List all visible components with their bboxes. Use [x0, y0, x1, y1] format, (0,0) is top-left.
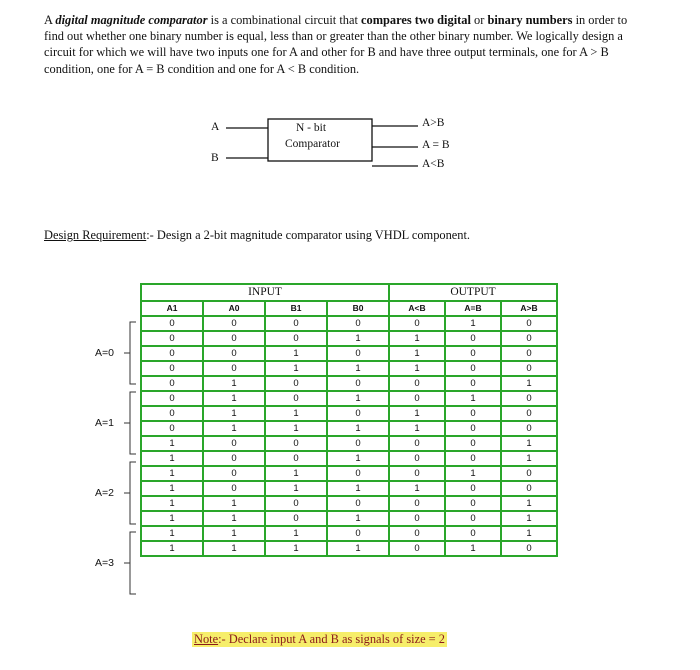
table-cell: 0 — [203, 466, 265, 481]
design-label: Design Requirement — [44, 228, 147, 242]
comparator-diagram — [200, 112, 470, 178]
table-row — [141, 421, 557, 436]
table-cell: 0 — [501, 541, 557, 556]
table-cell: 0 — [501, 316, 557, 331]
table-row — [141, 436, 557, 451]
table-cell: 0 — [445, 436, 501, 451]
table-cell: 1 — [141, 496, 203, 511]
table-cell: 1 — [327, 451, 389, 466]
table-cell: 1 — [141, 451, 203, 466]
truth-table-body — [141, 316, 557, 556]
table-cell: 0 — [445, 331, 501, 346]
table-row — [141, 466, 557, 481]
table-cell: 1 — [203, 541, 265, 556]
table-cell: 0 — [203, 346, 265, 361]
table-cell: 0 — [141, 406, 203, 421]
table-cell: 0 — [327, 346, 389, 361]
table-cell: 0 — [445, 361, 501, 376]
table-cell: 1 — [389, 346, 445, 361]
table-cell: 0 — [141, 346, 203, 361]
table-row — [141, 451, 557, 466]
design-text: :- Design a 2-bit magnitude comparator using VHDL component. — [146, 228, 471, 242]
input-b-label: B — [211, 152, 219, 164]
table-cell: 0 — [389, 391, 445, 406]
table-cell: 1 — [265, 361, 327, 376]
note — [192, 632, 447, 647]
intro-term: digital magnitude comparator — [55, 13, 208, 27]
table-cell: 0 — [265, 436, 327, 451]
table-cell: 0 — [327, 316, 389, 331]
table-cell: 1 — [389, 406, 445, 421]
group-label-a3: A=3 — [95, 557, 114, 569]
table-cell: 0 — [327, 496, 389, 511]
table-cell: 0 — [389, 316, 445, 331]
group-label-a2: A=2 — [95, 487, 114, 499]
table-cell: 0 — [445, 451, 501, 466]
table-cell: 1 — [141, 526, 203, 541]
table-cell: 1 — [203, 406, 265, 421]
table-row — [141, 346, 557, 361]
box-label-line1: N - bit — [296, 122, 327, 134]
table-cell: 1 — [141, 481, 203, 496]
table-cell: 1 — [327, 331, 389, 346]
table-cell: 1 — [327, 481, 389, 496]
table-cell: 1 — [389, 361, 445, 376]
table-cell: 1 — [327, 361, 389, 376]
col-header-aeq: A=B — [445, 301, 501, 316]
intro-text-1: A — [44, 13, 56, 27]
table-cell: 1 — [501, 376, 557, 391]
table-cell: 0 — [265, 316, 327, 331]
table-cell: 1 — [501, 451, 557, 466]
table-row — [141, 361, 557, 376]
table-cell: 1 — [265, 526, 327, 541]
table-cell: 1 — [445, 466, 501, 481]
table-cell: 1 — [501, 496, 557, 511]
col-header-agt: A>B — [501, 301, 557, 316]
truth-table — [140, 283, 558, 557]
table-cell: 1 — [445, 316, 501, 331]
table-cell: 0 — [445, 376, 501, 391]
table-cell: 0 — [265, 391, 327, 406]
table-cell: 0 — [501, 421, 557, 436]
table-cell: 0 — [501, 481, 557, 496]
table-cell: 0 — [501, 466, 557, 481]
table-row — [141, 331, 557, 346]
box-label-line2: Comparator — [285, 138, 340, 150]
group-label-a0: A=0 — [95, 347, 114, 359]
table-cell: 0 — [501, 346, 557, 361]
input-a-label: A — [211, 121, 220, 133]
table-row — [141, 526, 557, 541]
table-cell: 1 — [203, 376, 265, 391]
intro-paragraph — [44, 12, 644, 77]
table-row — [141, 511, 557, 526]
group-label-a1: A=1 — [95, 417, 114, 429]
table-cell: 1 — [501, 436, 557, 451]
table-cell: 0 — [203, 331, 265, 346]
col-header-b1: B1 — [265, 301, 327, 316]
table-row — [141, 481, 557, 496]
table-row — [141, 391, 557, 406]
table-cell: 0 — [203, 481, 265, 496]
table-cell: 0 — [389, 541, 445, 556]
note-label: Note — [194, 632, 219, 646]
intro-text-3: or — [470, 13, 488, 27]
table-cell: 1 — [203, 421, 265, 436]
table-cell: 0 — [203, 316, 265, 331]
table-cell: 1 — [501, 511, 557, 526]
table-cell: 0 — [389, 451, 445, 466]
intro-bold-1: compares two digital — [361, 13, 471, 27]
table-cell: 0 — [141, 316, 203, 331]
table-cell: 0 — [141, 376, 203, 391]
input-header: INPUT — [141, 284, 389, 301]
table-cell: 0 — [389, 436, 445, 451]
table-cell: 0 — [327, 436, 389, 451]
table-cell: 0 — [265, 376, 327, 391]
table-cell: 1 — [141, 541, 203, 556]
table-cell: 0 — [445, 481, 501, 496]
table-cell: 0 — [389, 376, 445, 391]
table-row — [141, 376, 557, 391]
design-requirement — [44, 228, 470, 243]
table-cell: 0 — [389, 496, 445, 511]
table-cell: 1 — [501, 526, 557, 541]
table-cell: 1 — [389, 331, 445, 346]
table-cell: 1 — [203, 496, 265, 511]
table-cell: 0 — [501, 331, 557, 346]
table-cell: 0 — [445, 526, 501, 541]
table-cell: 1 — [445, 541, 501, 556]
table-cell: 0 — [203, 451, 265, 466]
col-header-alt: A<B — [389, 301, 445, 316]
table-cell: 0 — [501, 391, 557, 406]
table-cell: 1 — [265, 481, 327, 496]
table-cell: 1 — [265, 346, 327, 361]
table-row — [141, 541, 557, 556]
table-cell: 0 — [327, 526, 389, 541]
table-cell: 0 — [141, 421, 203, 436]
table-cell: 1 — [327, 541, 389, 556]
table-cell: 0 — [327, 406, 389, 421]
table-cell: 0 — [389, 526, 445, 541]
col-header-a1: A1 — [141, 301, 203, 316]
output-header: OUTPUT — [389, 284, 557, 301]
table-cell: 1 — [141, 511, 203, 526]
table-cell: 0 — [445, 346, 501, 361]
table-cell: 0 — [203, 436, 265, 451]
col-header-b0: B0 — [327, 301, 389, 316]
table-cell: 0 — [141, 331, 203, 346]
output-gt-label: A>B — [422, 117, 445, 129]
table-cell: 1 — [265, 421, 327, 436]
table-cell: 1 — [203, 526, 265, 541]
table-cell: 1 — [327, 511, 389, 526]
table-cell: 0 — [389, 466, 445, 481]
table-cell: 0 — [327, 466, 389, 481]
table-cell: 1 — [265, 466, 327, 481]
table-cell: 1 — [203, 391, 265, 406]
table-row — [141, 316, 557, 331]
table-row — [141, 406, 557, 421]
table-cell: 1 — [389, 481, 445, 496]
output-lt-label: A<B — [422, 158, 445, 170]
table-row — [141, 496, 557, 511]
table-cell: 0 — [501, 406, 557, 421]
table-cell: 0 — [265, 331, 327, 346]
table-cell: 0 — [327, 376, 389, 391]
intro-bold-2: binary numbers — [487, 13, 573, 27]
intro-text-4: in order to find out whether one binary number is equal, less than or greater than the other binary number. We logically design a circuit for which we will have two inputs one for A and other for B and have three output terminals, one for A > B condition, one for A = B condition and one for A < B condition. — [44, 13, 628, 76]
table-cell: 1 — [327, 391, 389, 406]
table-cell: 0 — [203, 361, 265, 376]
table-cell: 0 — [445, 511, 501, 526]
table-cell: 0 — [445, 406, 501, 421]
intro-text-2: is a combinational circuit that — [207, 13, 361, 27]
table-cell: 0 — [141, 361, 203, 376]
table-cell: 0 — [265, 451, 327, 466]
table-cell: 1 — [445, 391, 501, 406]
note-text: :- Declare input A and B as signals of size = 2 — [218, 632, 445, 646]
output-eq-label: A = B — [422, 139, 450, 151]
table-cell: 0 — [445, 421, 501, 436]
table-cell: 1 — [265, 406, 327, 421]
table-cell: 1 — [265, 541, 327, 556]
table-cell: 1 — [141, 436, 203, 451]
table-cell: 1 — [327, 421, 389, 436]
table-cell: 1 — [389, 421, 445, 436]
table-cell: 0 — [389, 511, 445, 526]
table-cell: 0 — [265, 511, 327, 526]
table-cell: 1 — [203, 511, 265, 526]
table-cell: 0 — [445, 496, 501, 511]
group-brackets — [122, 318, 142, 648]
col-header-a0: A0 — [203, 301, 265, 316]
table-cell: 0 — [265, 496, 327, 511]
table-cell: 0 — [141, 391, 203, 406]
table-cell: 0 — [501, 361, 557, 376]
table-cell: 1 — [141, 466, 203, 481]
